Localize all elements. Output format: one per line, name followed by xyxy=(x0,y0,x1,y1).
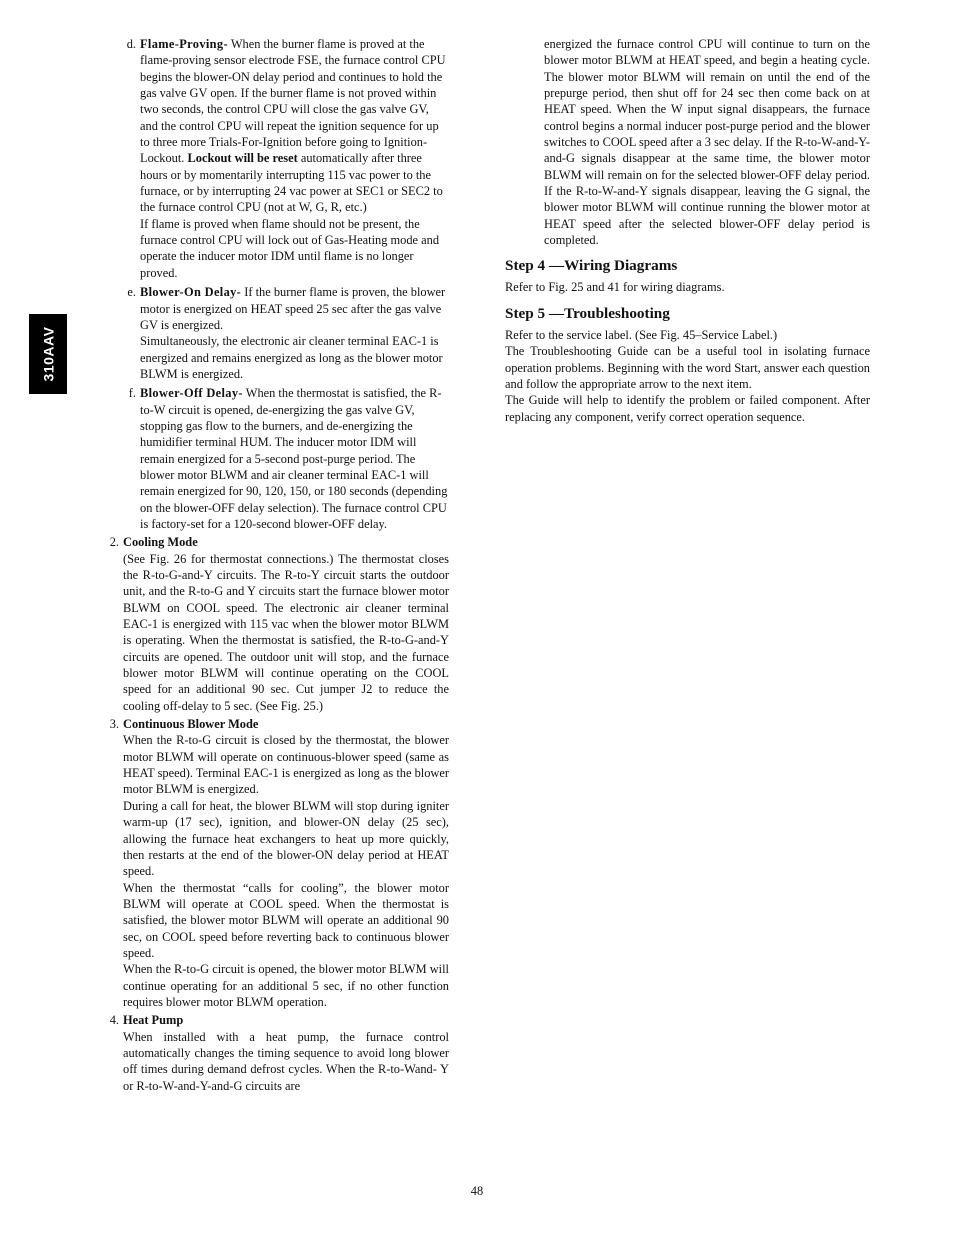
item-label: f. xyxy=(128,386,136,401)
item-title: Cooling Mode xyxy=(123,535,198,550)
item-text: When the burner flame is proved at the flame-proving sensor electrode FSE, the furnace control CPU begins the blower-ON delay period and continues to hold the gas valve GV open. If the burner flame is not proved within two seconds, the control CPU will close the gas valve GV, and the control CPU will repeat the ignition sequence for up to three more Trials-For-Ignition before going to Ignition-Lockout. xyxy=(140,37,446,166)
item-text: automatically after three hours or by momentarily interrupting 115 vac power to the furnace, or by interrupting 24 vac power at SEC1 or SEC2 to the furnace control CPU (not at W, G, R, etc.) xyxy=(140,151,443,215)
item-label: 4. xyxy=(109,1013,119,1028)
model-side-tab xyxy=(29,314,67,394)
heat-pump-continuation: energized the furnace control CPU will continue to turn on the blower motor BLWM at HEAT speed, and begin a heating cycle. The blower motor BLWM will remain on until the end of the prepurge period, then shut off for 24 sec then come back on at HEAT speed. When the W input signal disappears, the furnace control begins a normal inducer post-purge period and the blower switches to COOL speed after a 3 sec delay. If the R-to-W-and-Y-and-G signals disappear at the same time, the blower motor BLWM will remain on for the selected blower-OFF delay period. If the R-to-W-and-Y signals disappear, leaving the G signal, the blower motor BLWM will continue running the blower motor at HEAT speed after the selected blower-OFF delay period is completed. xyxy=(544,37,870,248)
step5-heading: Step 5 —Troubleshooting xyxy=(505,304,670,322)
item-text: When the thermostat is satisfied, the R-to-W circuit is opened, de-energizing the gas valve GV, stopping gas flow to the burners, and de-energizing the humidifier terminal HUM. The inducer motor IDM will remain energized for a 5-second post-purge period. The blower motor BLWM and air cleaner terminal EAC-1 will remain energized for 90, 120, 150, or 180 seconds (depending on the blower-OFF delay selection). The furnace control CPU is factory-set for a 120-second blower-OFF delay. xyxy=(140,386,448,531)
item-emphasis: Lockout will be reset xyxy=(187,151,298,166)
page-number: 48 xyxy=(470,1184,484,1198)
item-label: 3. xyxy=(109,717,119,732)
item-title: Continuous Blower Mode xyxy=(123,717,259,732)
item-paragraph xyxy=(140,385,449,532)
item-paragraph: When the thermostat “calls for cooling”, the blower motor BLWM will operate at COOL speed. When the thermostat is satisfied, the blower motor BLWM will operate an additional 90 sec, on COOL speed before reverting back to continuous blower speed. xyxy=(123,880,449,960)
item-title: Blower-Off Delay- xyxy=(140,386,243,401)
left-column xyxy=(104,36,449,1094)
item-cooling-mode xyxy=(104,534,449,714)
item-continuous-blower-mode xyxy=(104,716,449,1010)
item-title: Flame-Proving- xyxy=(140,37,228,51)
right-column xyxy=(505,36,870,425)
item-blower-off-delay xyxy=(104,385,449,532)
item-flame-proving xyxy=(104,36,449,281)
item-label: e. xyxy=(127,285,136,300)
item-blower-on-delay xyxy=(104,284,449,382)
step5-paragraph: Refer to the service label. (See Fig. 45–Service Label.) xyxy=(505,327,778,342)
model-tab-label: 310AAV xyxy=(40,326,57,382)
item-paragraph xyxy=(140,284,449,333)
item-paragraph: During a call for heat, the blower BLWM will stop during igniter warm-up (17 sec), ignition, and blower-ON delay (25 sec), allowing the furnace heat exchangers to heat up more quickly, then restarts at the end of the blower-ON delay period at HEAT speed. xyxy=(123,798,449,879)
step4-heading: Step 4 —Wiring Diagrams xyxy=(505,257,678,275)
item-label: d. xyxy=(126,37,136,51)
item-paragraph xyxy=(140,36,449,216)
step5-paragraph: The Guide will help to identify the problem or failed component. After replacing any component, verify correct operation sequence. xyxy=(505,393,870,424)
item-paragraph: (See Fig. 26 for thermostat connections.) The thermostat closes the R-to-G-and-Y circuits. The R-to-Y circuit starts the outdoor unit, and the R-to-G and Y circuits start the furnace blower motor BLWM on COOL speed. The electronic air cleaner terminal EAC-1 is energized with 115 vac when the blower motor BLWM is operating. When the thermostat is satisfied, the R-to-G-and-Y circuits are opened. The outdoor unit will stop, and the furnace blower motor BLWM will continue operating on the COOL speed for an additional 90 sec. Cut jumper J2 to reduce the cooling off-delay to 5 sec. (See Fig. 25.) xyxy=(123,551,449,713)
item-paragraph: When installed with a heat pump, the furnace control automatically changes the timing sequence to avoid long blower off times during demand defrost cycles. When the R-to-Wand- Y or R-to-W-and-Y-and-G circuits are xyxy=(123,1029,449,1093)
item-label: 2. xyxy=(109,535,119,550)
step5-paragraph: The Troubleshooting Guide can be a useful tool in isolating furnace operation problems. Beginning with the word Start, answer each question and follow the appropriate arrow to the next item. xyxy=(505,344,870,391)
item-paragraph: When the R-to-G circuit is closed by the thermostat, the blower motor BLWM will operate on continuous-blower speed (same as HEAT speed). Terminal EAC-1 is energized as long as the blower motor BLWM is energized. xyxy=(123,733,449,797)
item-paragraph: Simultaneously, the electronic air cleaner terminal EAC-1 is energized and remains energized as long as the blower motor BLWM is energized. xyxy=(140,334,443,381)
item-text: If the burner flame is proven, the blower motor is energized on HEAT speed 25 sec after the gas valve GV is energized. xyxy=(140,285,446,332)
item-title: Blower-On Delay- xyxy=(140,285,242,300)
step4-text: Refer to Fig. 25 and 41 for wiring diagrams. xyxy=(505,280,725,295)
item-paragraph: If flame is proved when flame should not be present, the furnace control CPU will lock out of Gas-Heating mode and operate the inducer motor IDM until flame is no longer proved. xyxy=(140,216,440,280)
item-heat-pump xyxy=(104,1012,449,1094)
item-paragraph: When the R-to-G circuit is opened, the blower motor BLWM will continue operating for an additional 5 sec, if no other function requires blower motor BLWM operation. xyxy=(123,962,449,1009)
item-title: Heat Pump xyxy=(123,1013,184,1028)
